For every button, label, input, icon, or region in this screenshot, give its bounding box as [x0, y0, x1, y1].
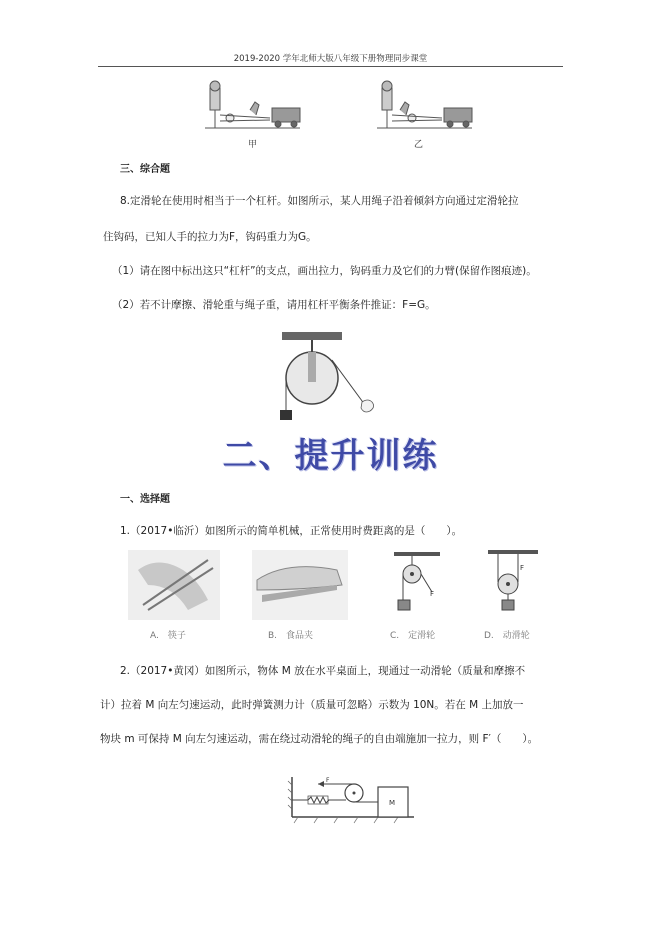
- q2-pulley-figure: [288, 775, 418, 825]
- option-c-label: C. 定滑轮: [390, 631, 436, 641]
- option-b-label: B. 食品夹: [268, 631, 314, 641]
- section-title-comprehensive: 三、综合题: [120, 164, 170, 175]
- q1-text: 1.（2017•临沂）如图所示的简单机械，正常使用时费距离的是（ ）。: [120, 525, 463, 537]
- page-header-title: 2019-2020 学年北师大版八年级下册物理同步课堂: [233, 54, 428, 64]
- fixed-pulley-figure: [270, 330, 390, 425]
- q2-figure-label-f: F: [326, 777, 330, 784]
- svg-text:F: F: [430, 590, 435, 598]
- q2-line2: 计）拉着 M 向左匀速运动，此时弹簧测力计（质量可忽略）示数为 10N。若在 M 上加放一: [100, 699, 524, 711]
- section-title-choice: 一、选择题: [120, 494, 170, 505]
- q2-line3: 物块 m 可保持 M 向左匀速运动，需在绕过动滑轮的绳子的自由端施加一拉力，则 F′（ ）。: [100, 733, 539, 745]
- figure-label-yi: 乙: [414, 140, 424, 150]
- figure-jia: [200, 80, 310, 135]
- svg-text:F: F: [520, 564, 525, 572]
- q2-line1: 2.（2017•黄冈）如图所示，物体 M 放在水平桌面上，现通过一动滑轮（质量和摩擦不: [120, 665, 526, 677]
- q8-part1: （1）请在图中标出这只“杠杆”的支点，画出拉力，钩码重力及它们的力臂(保留作图痕迹)。: [112, 265, 537, 277]
- option-b-food-tongs-image: [252, 550, 348, 620]
- q8-part2: （2）若不计摩擦、滑轮重与绳子重，请用杠杆平衡条件推证：F=G。: [112, 299, 436, 311]
- header-divider: [98, 66, 563, 67]
- big-title-improvement-training: 二、提升训练: [222, 436, 439, 476]
- option-a-label: A. 筷子: [150, 631, 186, 641]
- option-d-label: D. 动滑轮: [484, 631, 530, 641]
- q8-line1: 8.定滑轮在使用时相当于一个杠杆。如图所示，某人用绳子沿着倾斜方向通过定滑轮拉: [120, 195, 519, 207]
- q2-figure-label-m: M: [389, 799, 396, 807]
- option-a-chopsticks-image: [128, 550, 220, 620]
- option-c-fixed-pulley-image: [392, 552, 452, 618]
- figure-label-jia: 甲: [248, 140, 258, 150]
- option-d-movable-pulley-image: [486, 550, 546, 618]
- figure-yi: [372, 80, 482, 135]
- q8-line2: 住钩码，已知人手的拉力为F，钩码重力为G。: [103, 231, 317, 243]
